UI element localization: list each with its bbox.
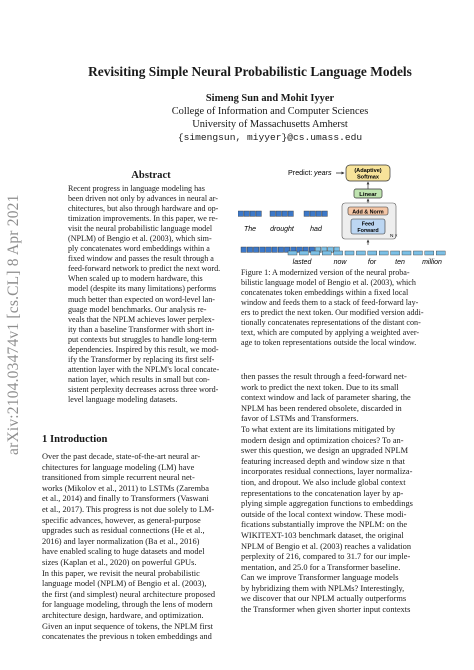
local-embedding-cell	[310, 211, 315, 216]
body-line: then passes the result through a feed-forward net-	[241, 372, 407, 381]
feed-forward-label-1: Feed	[361, 221, 375, 228]
body-line: fications substantially improve the NPLM: on the	[241, 520, 408, 530]
caption-line: tionally concatenates representations of the distant con-	[241, 318, 421, 328]
body-line: perplexity of 216, compared to 31.7 for our imple-	[241, 552, 411, 562]
feed-forward-label-2: Forward	[357, 227, 379, 234]
local-embedding-cell	[316, 211, 321, 216]
softmax-label-1: (Adaptive)	[354, 168, 382, 174]
caption-line: Figure 1: A modernized version of the neural proba-	[241, 268, 410, 277]
linear-label: Linear	[359, 192, 377, 198]
body-line: outside of the local context window. These modi-	[241, 509, 407, 519]
introduction-line: concatenates the previous n token embeddings and	[42, 632, 212, 642]
add-norm-label: Add & Norm	[352, 209, 384, 216]
introduction-line: Over the past decade, state-of-the-art neural ar-	[42, 452, 201, 461]
introduction-heading: 1 Introduction	[42, 434, 108, 445]
abstract-line: (NPLM) of Bengio et al. (2003), which sim-	[68, 234, 212, 244]
author-email: {simengsun, miyyer}@cs.umass.edu	[177, 132, 363, 143]
abstract-line: much better than expected on word-level lan-	[68, 294, 215, 304]
body-line: swer this question, we design an upgraded NPLM	[241, 446, 409, 456]
concat-cell	[260, 247, 265, 252]
abstract-line: been driven not only by advances in neural ar-	[68, 194, 218, 204]
introduction-line: et al., 2014) and finally to Transformers (Vaswani	[42, 494, 209, 504]
caption-line: age to token representations outside the local window.	[241, 338, 417, 348]
abstract-line: feed-forward network to predict the next word.	[68, 264, 221, 274]
abstract-body	[68, 184, 246, 405]
distant-embedding-cell	[334, 251, 343, 255]
distant-word: lasted	[292, 259, 312, 266]
distant-embedding-cell	[356, 251, 365, 255]
abstract-line: When scaled up to modern hardware, this	[68, 274, 203, 284]
concat-cell	[253, 247, 258, 252]
introduction-line: language model (NPLM) of Bengio et al. (2003),	[42, 579, 207, 589]
local-word: had	[310, 226, 322, 233]
introduction-line: chitectures for language modeling (LM) have	[42, 462, 195, 472]
softmax-label-2: Softmax	[356, 174, 380, 181]
introduction-line: 2016) and layer normalization (Ba et al., 2016)	[42, 536, 200, 546]
abstract-line: model (despite its many limitations) performs	[68, 284, 217, 294]
distant-embedding-cell	[402, 251, 411, 255]
abstract-heading: Abstract	[131, 170, 171, 181]
local-word: The	[243, 226, 257, 233]
body-line: we discover that our NPLM actually outperforms	[241, 594, 407, 604]
body-line: plying simple aggregation functions to embeddings	[241, 499, 413, 509]
introduction-line: works (Mikolov et al., 2011) to LSTMs (Zaremba	[42, 483, 209, 493]
paper-title: Revisiting Simple Neural Probabilistic Language Models	[88, 64, 412, 79]
caption-line: bilistic language model of Bengio et al. (2003), which	[241, 278, 416, 288]
distant-token-embeddings	[288, 251, 445, 255]
distant-embedding-cell	[345, 251, 354, 255]
distant-embedding-cell	[436, 251, 445, 255]
local-embedding-cell	[322, 211, 327, 216]
abstract-line: timization improvements. In this paper, we re-	[68, 214, 218, 224]
body-line: the Transformer when given shorter input contexts	[241, 605, 411, 615]
body-line: NPLM of Bengio et al. (2003) reaches a validation	[241, 541, 412, 551]
body-line: representations to the concatenation layer by ap-	[241, 488, 404, 498]
stack-repeat-label: N ×	[390, 234, 398, 239]
caption-line: text, which are computed by applying a weighted aver-	[241, 328, 420, 338]
introduction-body-continued	[241, 372, 451, 616]
abstract-line: nation layer, which results in small but con-	[68, 374, 210, 384]
distant-embedding-cell	[311, 251, 320, 255]
local-embedding-cell	[238, 211, 243, 216]
introduction-body	[42, 452, 252, 643]
local-embedding-cell	[288, 211, 293, 216]
introduction-line: upgrades such as residual connections (He et al.,	[42, 526, 205, 536]
introduction-line: have enabled scaling to huge datasets and model	[42, 547, 205, 557]
introduction-line: for language modeling, through the lens of modern	[42, 600, 213, 610]
introduction-line: Given an input sequence of tokens, the NPLM first	[42, 621, 213, 631]
local-embedding-cell	[244, 211, 249, 216]
concat-cell	[272, 247, 277, 252]
abstract-line: ply concatenates word embeddings within a	[68, 244, 210, 254]
distant-word: for	[367, 259, 377, 266]
local-embedding-cell	[304, 211, 309, 216]
abstract-line: visit the neural probabilistic language model	[68, 224, 213, 234]
distant-embedding-cell	[391, 251, 400, 255]
distant-word: million	[422, 259, 442, 266]
introduction-line: specific advances, however, as general-purpose	[42, 515, 201, 525]
affiliation-university: University of Massachusetts Amherst	[192, 119, 348, 130]
concat-cell	[241, 247, 246, 252]
abstract-line: veals that the NPLM achieves lower perplex-	[68, 314, 215, 324]
abstract-line: level language modeling datasets.	[68, 394, 178, 404]
body-line: featuring increased depth and window size n that	[241, 456, 405, 466]
introduction-line: architecture design, hardware, and optimization.	[42, 610, 204, 620]
body-line: tion, and dropout. We also include global context	[241, 477, 406, 487]
local-embedding-cell	[250, 211, 255, 216]
body-line: To what extent are its limitations mitigated by	[241, 424, 396, 434]
concat-cell	[278, 247, 283, 252]
author-block	[120, 92, 420, 144]
caption-line: concatenates token embeddings within a fixed local	[241, 288, 409, 298]
distant-embedding-cell	[368, 251, 377, 255]
body-line: work to predict the next token. Due to its small	[241, 382, 399, 392]
caption-line: ers to predict the next token. Our modified version addi-	[241, 308, 424, 318]
body-line: modern design and optimization choices? To an-	[241, 435, 404, 445]
concat-cell	[247, 247, 252, 252]
abstract-line: chitectures, but also through hardware and op-	[68, 204, 219, 214]
arxiv-stamp: arXiv:2104.03474v1 [cs.CL] 8 Apr 2021	[5, 194, 22, 455]
body-line: context window and lack of parameter sharing, the	[241, 393, 411, 403]
body-line: favor of LSTMs and Transformers.	[241, 414, 359, 424]
predict-label: Predict:	[288, 168, 313, 177]
distant-word: ten	[395, 259, 405, 266]
abstract-line: put contexts but struggles to handle long-term	[68, 334, 217, 344]
abstract-line: attention layer with the NPLM's local concate-	[68, 364, 220, 374]
figure-1-caption	[241, 268, 441, 348]
abstract-line: ify the Transformer by replacing its first self-	[68, 354, 215, 364]
abstract-line: guage model benchmarks. Our analysis re-	[68, 304, 207, 314]
body-line: NPLM has been rendered obsolete, discarded in	[241, 403, 402, 413]
abstract-line: sistent perplexity decreases across three word-	[68, 384, 219, 394]
distant-embedding-cell	[322, 251, 331, 255]
concat-cell	[266, 247, 271, 252]
body-line: incorporates residual connections, layer normaliza-	[241, 467, 413, 477]
body-line: mentation, and 25.0 for a Transformer baseline.	[241, 562, 401, 572]
body-line: Can we improve Transformer language models	[241, 573, 399, 583]
author-names: Simeng Sun and Mohit Iyyer	[205, 93, 335, 104]
distant-embedding-cell	[288, 251, 297, 255]
local-word: drought	[270, 226, 294, 233]
local-embedding-cell	[256, 211, 261, 216]
local-embedding-cell	[270, 211, 275, 216]
distant-word: now	[333, 259, 347, 266]
introduction-line: sizes (Kaplan et al., 2020) on powerful GPUs.	[42, 557, 197, 567]
abstract-line: ity than a baseline Transformer with short in-	[68, 324, 215, 334]
figure-1-architecture	[238, 163, 450, 267]
distant-embedding-cell	[379, 251, 388, 255]
local-embedding-cell	[282, 211, 287, 216]
body-line: WIKITEXT-103 benchmark dataset, the original	[241, 530, 404, 540]
distant-embedding-cell	[425, 251, 434, 255]
distant-embedding-cell	[299, 251, 308, 255]
local-token-embeddings	[238, 211, 327, 216]
caption-line: window and feeds them to a stack of feed-forward lay-	[241, 298, 419, 308]
predict-word: years	[314, 168, 332, 177]
introduction-line: et al., 2017). This progress is not due solely to LM-	[42, 504, 215, 514]
affiliation-department: College of Information and Computer Sciences	[171, 106, 369, 117]
introduction-line: transitioned from simple recurrent neural net-	[42, 473, 195, 483]
local-embedding-cell	[276, 211, 281, 216]
abstract-line: Recent progress in language modeling has	[68, 184, 205, 193]
introduction-line: In this paper, we revisit the neural probabilistic	[42, 568, 200, 578]
distant-embedding-cell	[413, 251, 422, 255]
body-line: by hybridizing them with NPLMs? Interestingly,	[241, 583, 405, 593]
abstract-line: fixed window and passes the result through a	[68, 254, 214, 264]
abstract-line: dependencies. Inspired by this result, we mod-	[68, 344, 219, 354]
introduction-line: the first (and simplest) neural architecture proposed	[42, 589, 216, 599]
